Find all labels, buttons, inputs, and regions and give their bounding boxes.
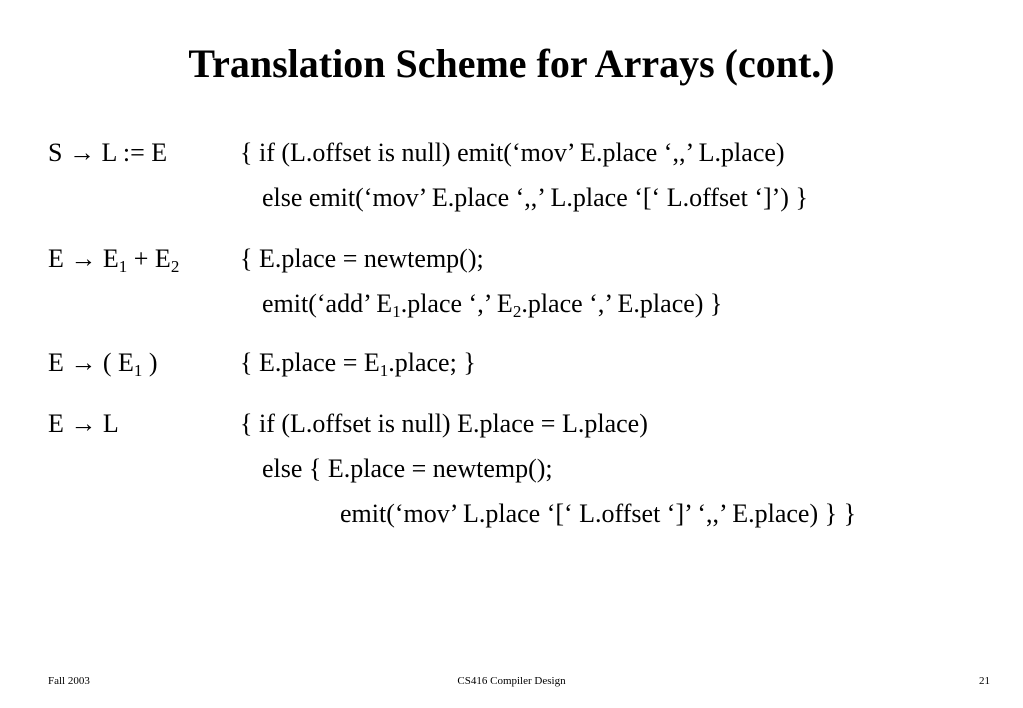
rule-4-action-continued: else { E.place = newtemp(); [262,454,553,483]
footer-course: CS416 Compiler Design [457,675,566,687]
rule-1-action-continued: else emit(‘mov’ E.place ‘,,’ L.place ‘[‘ L.offset ‘]’) } [262,183,808,212]
rule-4-action: { if (L.offset is null) E.place = L.place) [240,409,648,438]
rule-3-action: { E.place = $E_1.place$; } [240,348,476,380]
footer-date: Fall 2003 [48,675,90,687]
slide-title: Translation Scheme for Arrays (cont.) [188,41,835,86]
rule-4-production: E → L [48,409,119,438]
rule-4-action-continued-2: emit(‘mov’ L.place ‘[‘ L.offset ‘]’ ‘,,’ E.place) } } [340,499,857,528]
rule-3-production: E → ( $E_1$ ) [48,348,158,380]
rule-1-action: { if (L.offset is null) emit(‘mov’ E.place ‘,,’ L.place) [240,138,785,167]
footer-page-number: 21 [979,675,990,687]
rule-2-production: $E \to E_1 + E_2$ [48,244,180,276]
rule-1-production: S → L := E [48,138,168,167]
rule-2-action: { E.place = newtemp(); [240,244,484,273]
rule-2-action-continued: emit(‘add’ $E_1.place$ ‘,’ $E_2.place$ ‘,’ E.place) } [262,289,723,321]
